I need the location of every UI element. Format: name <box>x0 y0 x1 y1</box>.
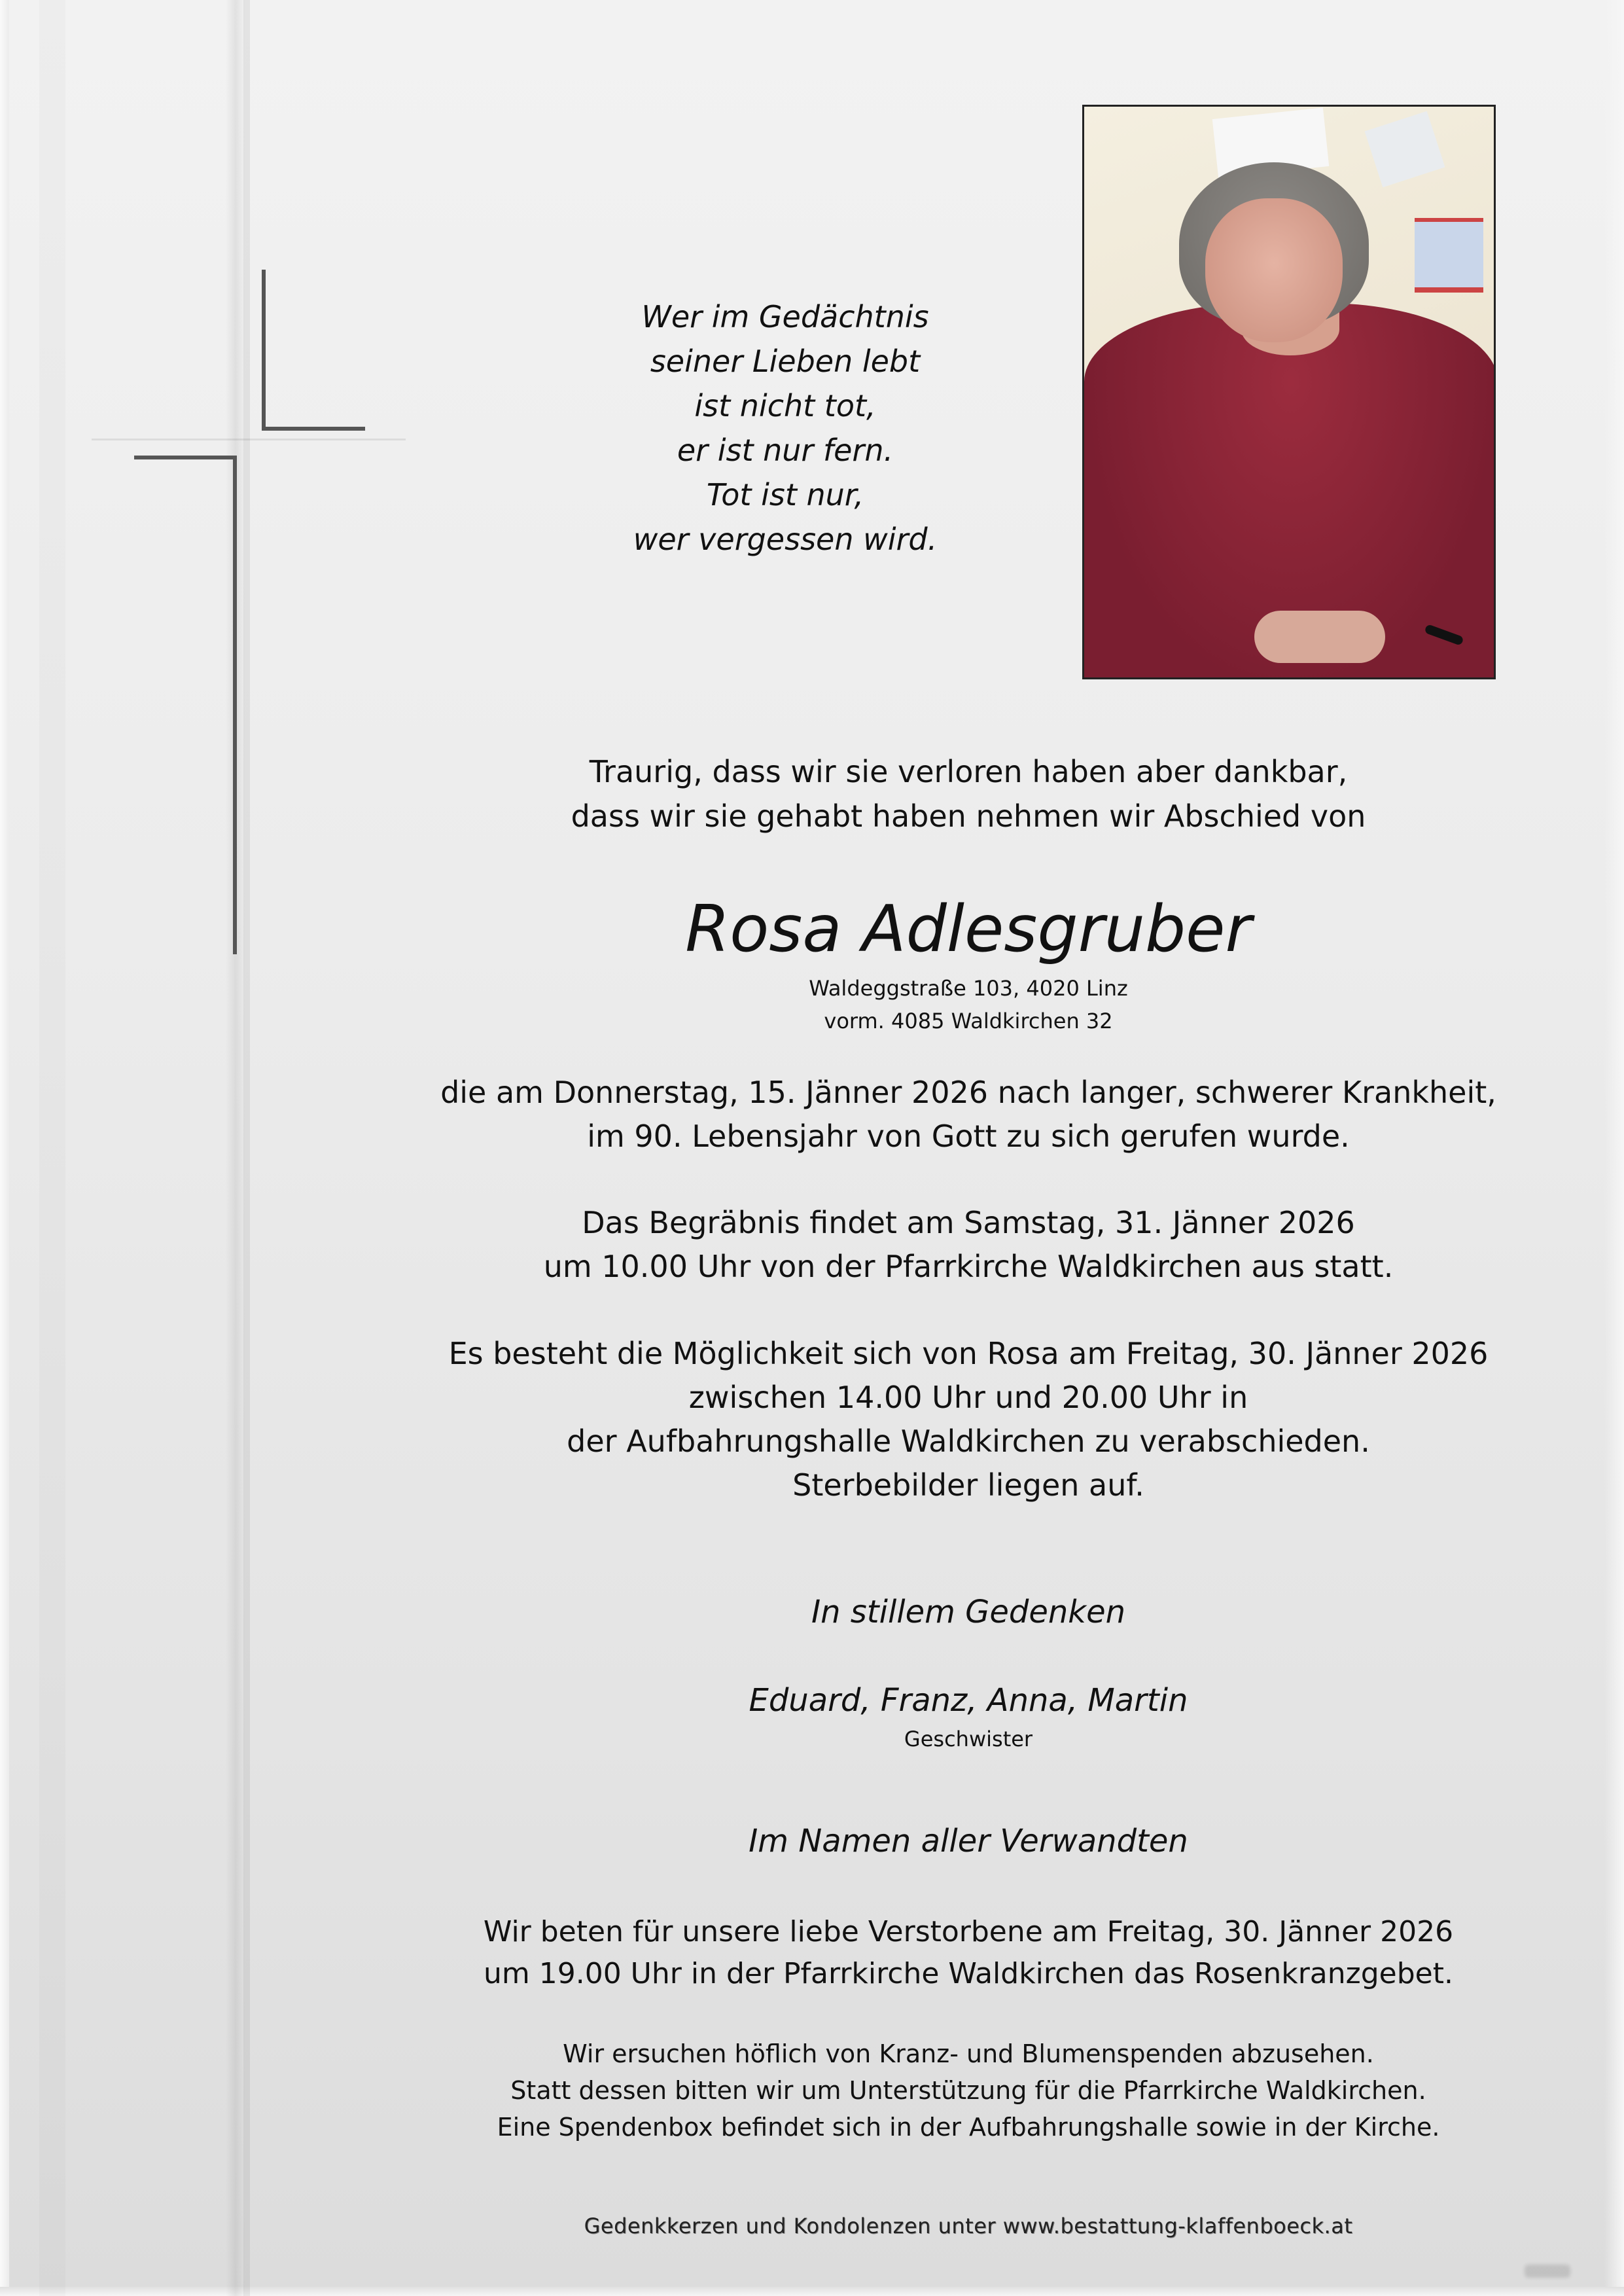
viewing-line: zwischen 14.00 Uhr und 20.00 Uhr in <box>688 1380 1248 1415</box>
mourning-heading: In stillem Gedenken <box>811 1594 1126 1630</box>
background-stripe <box>243 0 250 2296</box>
intro-line: Traurig, dass wir sie verloren haben aber dankbar, <box>589 754 1348 789</box>
prayer-info <box>366 1911 1570 1995</box>
donation-request <box>366 2036 1570 2145</box>
notice-line: die am Donnerstag, 15. Jänner 2026 nach langer, schwerer Krankheit, <box>440 1075 1496 1110</box>
poem-line: er ist nur fern. <box>677 433 894 468</box>
intro-text <box>458 749 1479 838</box>
footer-condolence-link[interactable]: Gedenkkerzen und Kondolenzen unter www.bestattung-klaffenboeck.at <box>584 2214 1353 2238</box>
poem-line: Tot ist nur, <box>706 477 864 512</box>
watermark-icon <box>1525 2265 1570 2278</box>
poem-line: Wer im Gedächtnis <box>641 299 929 334</box>
deceased-name: Rosa Adlesgruber <box>685 892 1252 967</box>
poem-line: ist nicht tot, <box>694 388 876 423</box>
funeral-line: um 10.00 Uhr von der Pfarrkirche Waldkirchen aus statt. <box>543 1249 1394 1284</box>
funeral-info <box>366 1201 1570 1289</box>
donation-line: Wir ersuchen höflich von Kranz- und Blumenspenden abzusehen. <box>563 2039 1374 2068</box>
mourner-relation: Geschwister <box>904 1727 1033 1751</box>
viewing-line: Es besteht die Möglichkeit sich von Rosa am Freitag, 30. Jänner 2026 <box>448 1336 1489 1371</box>
donation-line: Eine Spendenbox befindet sich in der Aufbahrungshalle sowie in der Kirche. <box>497 2113 1440 2142</box>
page-right-edge <box>1604 0 1624 2296</box>
mourner-names: Eduard, Franz, Anna, Martin <box>749 1682 1188 1719</box>
relatives-closing: Im Namen aller Verwandten <box>749 1823 1188 1859</box>
poem-line: seiner Lieben lebt <box>650 344 921 379</box>
background-stripe <box>226 0 245 2296</box>
deceased-address <box>458 972 1479 1037</box>
address-line: Waldeggstraße 103, 4020 Linz <box>809 976 1128 1001</box>
intro-line: dass wir sie gehabt haben nehmen wir Abschied von <box>571 798 1366 834</box>
death-notice <box>366 1071 1570 1158</box>
page-left-edge <box>0 0 9 2296</box>
prayer-line: um 19.00 Uhr in der Pfarrkirche Waldkirchen das Rosenkranzgebet. <box>484 1957 1453 1990</box>
viewing-info <box>366 1332 1570 1507</box>
donation-line: Statt dessen bitten wir um Unterstützung für die Pfarrkirche Waldkirchen. <box>510 2076 1426 2105</box>
viewing-line: der Aufbahrungshalle Waldkirchen zu verabschieden. <box>567 1424 1370 1459</box>
prayer-line: Wir beten für unsere liebe Verstorbene am Freitag, 30. Jänner 2026 <box>483 1915 1454 1948</box>
portrait-photo <box>1082 105 1496 679</box>
poem-line: wer vergessen wird. <box>633 522 938 557</box>
funeral-line: Das Begräbnis findet am Samstag, 31. Jänner 2026 <box>582 1205 1355 1240</box>
notice-line: im 90. Lebensjahr von Gott zu sich gerufen wurde. <box>587 1119 1350 1154</box>
address-line: vorm. 4085 Waldkirchen 32 <box>824 1009 1113 1033</box>
viewing-line: Sterbebilder liegen auf. <box>792 1467 1144 1503</box>
background-stripe <box>39 0 65 2296</box>
memorial-poem <box>537 295 1034 562</box>
